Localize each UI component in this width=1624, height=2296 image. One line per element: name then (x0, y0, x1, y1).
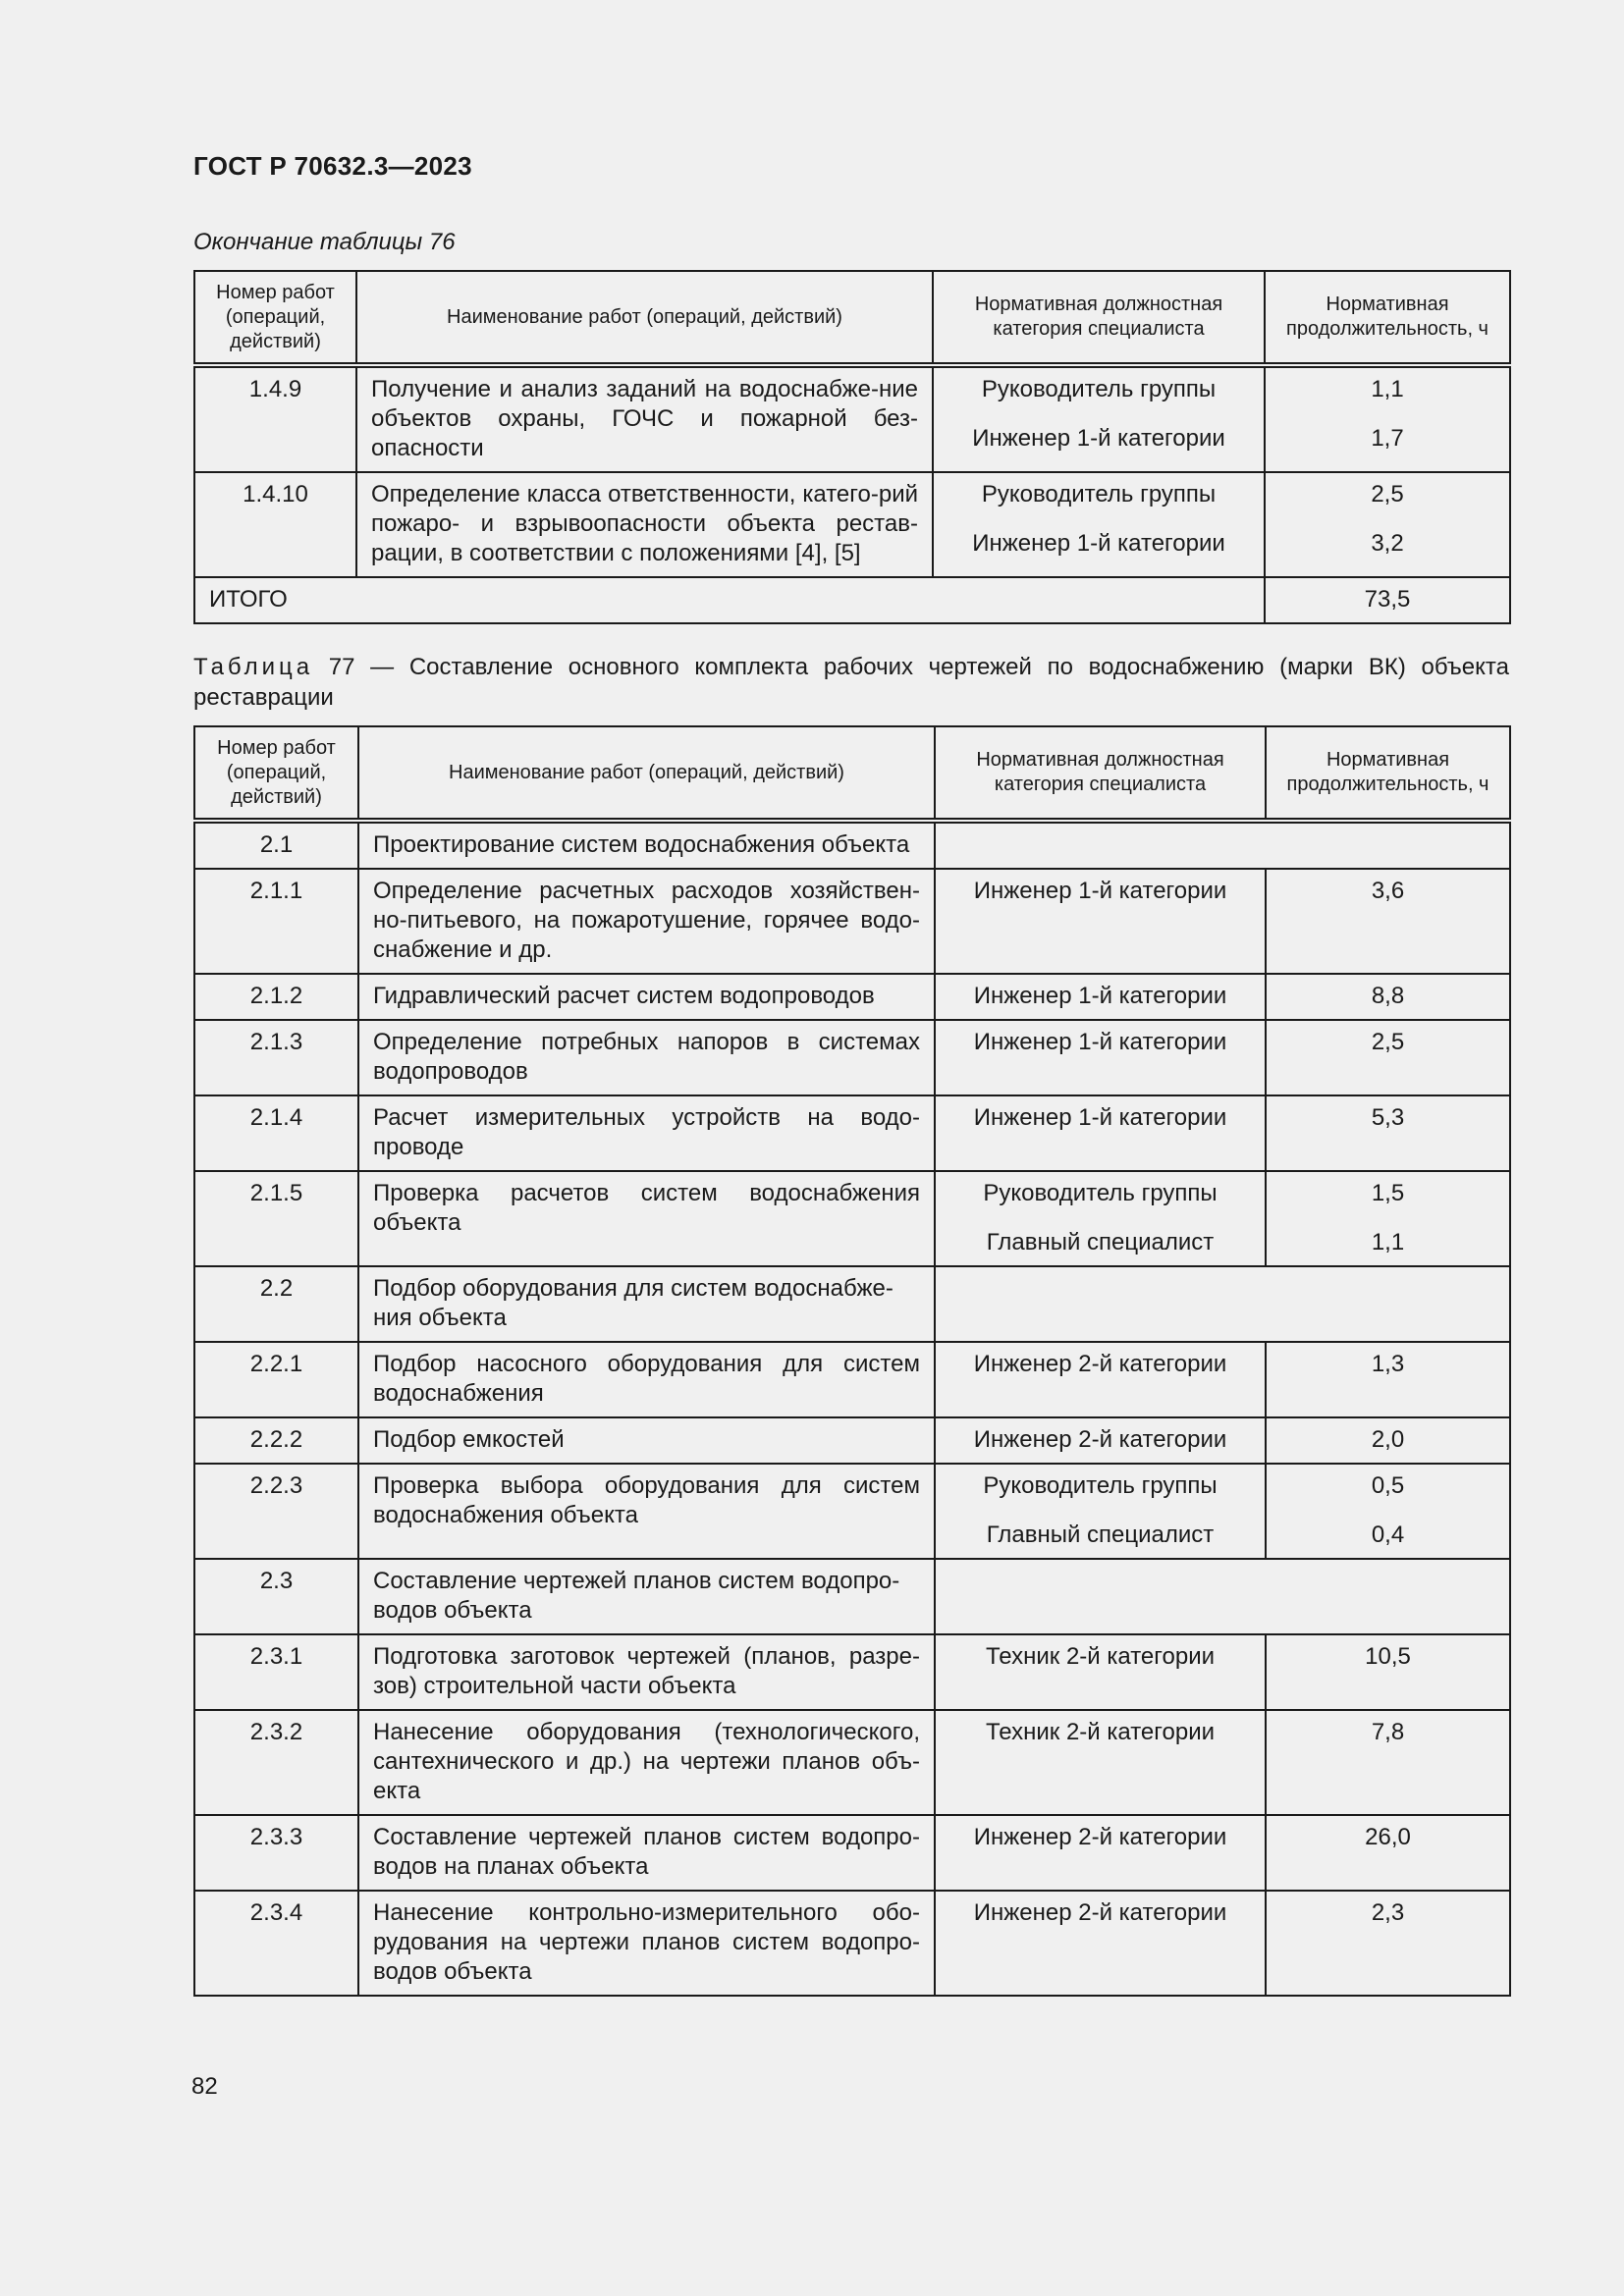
category-value: Главный специалист (986, 1229, 1215, 1255)
duration-value: 2,0 (1371, 1426, 1405, 1453)
duration-value: 1,3 (1371, 1351, 1405, 1377)
col-header-duration: Нормативная продолжительность, ч (1266, 726, 1510, 821)
section-row (194, 1559, 1510, 1634)
row-duration (1266, 1171, 1510, 1266)
duration-value: 1,7 (1371, 425, 1404, 452)
row-work-name: Нанесение контрольно-измерительного обо-рудования на чертежи планов систем водопро-водов объекта (358, 1891, 935, 1996)
row-empty-span (935, 1559, 1510, 1634)
row-duration (1265, 472, 1510, 577)
row-category (933, 472, 1265, 577)
row-number: 2.1.2 (194, 974, 358, 1020)
row-category (935, 1095, 1266, 1171)
row-category (935, 1171, 1266, 1266)
category-value: Инженер 2-й категории (973, 1351, 1227, 1377)
category-value: Инженер 1-й категории (972, 530, 1225, 557)
row-category (935, 1342, 1266, 1417)
row-number: 2.1.4 (194, 1095, 358, 1171)
table-77-caption-text: 77 — Составление основного комплекта рабочих чертежей по водоснабжению (марки ВК) объекта реставрации (193, 654, 1509, 711)
table-76-caption: Окончание таблицы 76 (193, 229, 456, 255)
category-value: Главный специалист (986, 1522, 1215, 1548)
row-work-name: Определение расчетных расходов хозяйствен-но-питьевого, на пожаротушение, горячее водо-снабжение и др. (358, 869, 935, 974)
row-duration (1266, 869, 1510, 974)
total-value: 73,5 (1265, 577, 1510, 623)
table-row (194, 1464, 1510, 1559)
table-row (194, 1020, 1510, 1095)
row-number: 2.1.1 (194, 869, 358, 974)
category-value: Инженер 1-й категории (972, 425, 1225, 452)
table-76 (193, 270, 1511, 624)
duration-value: 2,5 (1371, 481, 1404, 507)
row-duration (1266, 1710, 1510, 1815)
col-header-name: Наименование работ (операций, действий) (356, 271, 933, 365)
table-row (194, 1815, 1510, 1891)
row-empty-span (935, 821, 1510, 869)
duration-value: 3,6 (1371, 878, 1405, 904)
category-value: Руководитель группы (981, 376, 1217, 402)
row-number: 2.2.2 (194, 1417, 358, 1464)
total-label: ИТОГО (194, 577, 1265, 623)
row-work-name: Проверка расчетов систем водоснабжения объекта (358, 1171, 935, 1266)
row-number: 2.2.3 (194, 1464, 358, 1559)
row-number: 2.1.5 (194, 1171, 358, 1266)
row-empty-span (935, 1266, 1510, 1342)
duration-value: 1,5 (1371, 1180, 1405, 1206)
row-category (935, 1020, 1266, 1095)
row-category (933, 365, 1265, 472)
duration-value: 3,2 (1371, 530, 1404, 557)
duration-value: 2,3 (1371, 1899, 1405, 1926)
row-duration (1265, 365, 1510, 472)
table-77-caption-prefix: Таблица (193, 654, 314, 680)
duration-value: 0,4 (1371, 1522, 1405, 1548)
table-76-header-row (194, 271, 1510, 365)
row-duration (1266, 974, 1510, 1020)
row-number: 2.3.1 (194, 1634, 358, 1710)
col-header-num: Номер работ (операций, действий) (194, 726, 358, 821)
table-77-header-row (194, 726, 1510, 821)
duration-value: 8,8 (1371, 983, 1405, 1009)
row-work-name: Гидравлический расчет систем водопроводов (358, 974, 935, 1020)
category-value: Инженер 1-й категории (973, 1029, 1227, 1055)
row-category (935, 1710, 1266, 1815)
row-category (935, 1417, 1266, 1464)
row-number: 1.4.10 (194, 472, 356, 577)
row-number: 2.2.1 (194, 1342, 358, 1417)
table-row (194, 1634, 1510, 1710)
duration-value: 2,5 (1371, 1029, 1405, 1055)
row-number: 1.4.9 (194, 365, 356, 472)
table-row (194, 869, 1510, 974)
category-value: Техник 2-й категории (985, 1719, 1216, 1745)
row-duration (1266, 1342, 1510, 1417)
category-value: Руководитель группы (983, 1472, 1218, 1499)
row-duration (1266, 1095, 1510, 1171)
col-header-category: Нормативная должностная категория специалиста (933, 271, 1265, 365)
page-number: 82 (191, 2073, 218, 2100)
table-row (194, 472, 1510, 577)
category-value: Руководитель группы (983, 1180, 1218, 1206)
row-number: 2.2 (194, 1266, 358, 1342)
row-duration (1266, 1634, 1510, 1710)
col-header-duration: Нормативная продолжительность, ч (1265, 271, 1510, 365)
row-work-name: Расчет измерительных устройств на водо-проводе (358, 1095, 935, 1171)
row-category (935, 869, 1266, 974)
row-category (935, 1891, 1266, 1996)
row-work-name: Нанесение оборудования (технологического, сантехнического и др.) на чертежи планов объ-екта (358, 1710, 935, 1815)
table-row (194, 1710, 1510, 1815)
row-duration (1266, 1891, 1510, 1996)
row-duration (1266, 1417, 1510, 1464)
category-value: Инженер 2-й категории (973, 1899, 1227, 1926)
row-category (935, 1634, 1266, 1710)
row-number: 2.3 (194, 1559, 358, 1634)
table-row (194, 1171, 1510, 1266)
row-work-name: Подготовка заготовок чертежей (планов, разре-зов) строительной части объекта (358, 1634, 935, 1710)
row-work-name: Подбор емкостей (358, 1417, 935, 1464)
duration-value: 10,5 (1365, 1643, 1411, 1670)
section-row (194, 821, 1510, 869)
row-work-name: Составление чертежей планов систем водопро-водов на планах объекта (358, 1815, 935, 1891)
row-work-name: Определение потребных напоров в системах водопроводов (358, 1020, 935, 1095)
table-77 (193, 725, 1511, 1997)
duration-value: 1,1 (1371, 1229, 1405, 1255)
category-value: Инженер 2-й категории (973, 1824, 1227, 1850)
table-row (194, 974, 1510, 1020)
row-number: 2.1.3 (194, 1020, 358, 1095)
table-row (194, 1342, 1510, 1417)
table-row (194, 1417, 1510, 1464)
row-work-name: Подбор насосного оборудования для систем водоснабжения (358, 1342, 935, 1417)
category-value: Инженер 1-й категории (973, 983, 1227, 1009)
row-work-name: Проверка выбора оборудования для систем водоснабжения объекта (358, 1464, 935, 1559)
table-row (194, 365, 1510, 472)
row-work-name: Определение класса ответственности, катего-рий пожаро- и взрывоопасности объекта рестав-рации, в соответствии с положениями [4], [5] (356, 472, 933, 577)
duration-value: 5,3 (1371, 1104, 1405, 1131)
row-number: 2.3.2 (194, 1710, 358, 1815)
row-duration (1266, 1815, 1510, 1891)
table-row (194, 1095, 1510, 1171)
col-header-name: Наименование работ (операций, действий) (358, 726, 935, 821)
category-value: Техник 2-й категории (985, 1643, 1216, 1670)
category-value: Руководитель группы (981, 481, 1217, 507)
row-category (935, 974, 1266, 1020)
row-work-name: Составление чертежей планов систем водопро-водов объекта (358, 1559, 935, 1634)
row-number: 2.3.4 (194, 1891, 358, 1996)
row-work-name: Проектирование систем водоснабжения объекта (358, 821, 935, 869)
category-value: Инженер 2-й категории (973, 1426, 1227, 1453)
section-row (194, 1266, 1510, 1342)
table-77-caption (193, 652, 1509, 713)
row-category (935, 1815, 1266, 1891)
duration-value: 1,1 (1371, 376, 1404, 402)
duration-value: 26,0 (1365, 1824, 1411, 1850)
row-work-name: Получение и анализ заданий на водоснабже-ние объектов охраны, ГОЧС и пожарной без-опасности (356, 365, 933, 472)
row-work-name: Подбор оборудования для систем водоснабже-ния объекта (358, 1266, 935, 1342)
row-number: 2.3.3 (194, 1815, 358, 1891)
row-number: 2.1 (194, 821, 358, 869)
row-category (935, 1464, 1266, 1559)
table-row (194, 1891, 1510, 1996)
row-duration (1266, 1464, 1510, 1559)
category-value: Инженер 1-й категории (973, 878, 1227, 904)
col-header-num: Номер работ (операций, действий) (194, 271, 356, 365)
duration-value: 7,8 (1371, 1719, 1405, 1745)
row-duration (1266, 1020, 1510, 1095)
document-header: ГОСТ Р 70632.3—2023 (193, 151, 472, 181)
total-row (194, 577, 1510, 623)
col-header-category: Нормативная должностная категория специалиста (935, 726, 1266, 821)
category-value: Инженер 1-й категории (973, 1104, 1227, 1131)
duration-value: 0,5 (1371, 1472, 1405, 1499)
